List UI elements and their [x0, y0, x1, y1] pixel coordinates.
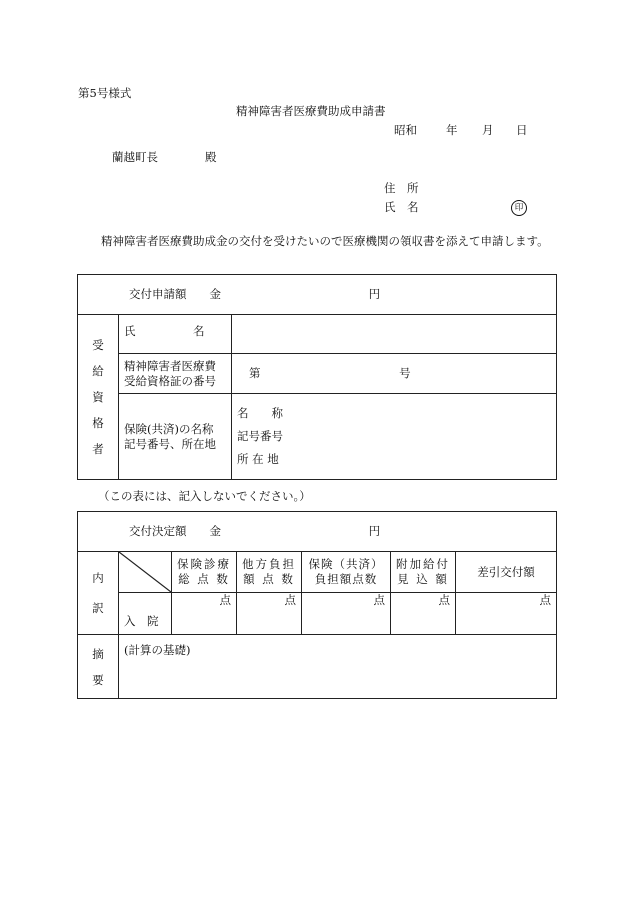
form-title: 精神障害者医療費助成申請書 — [236, 104, 386, 118]
breakdown-char: 内 — [92, 571, 104, 585]
point-unit: 点 — [284, 593, 296, 607]
insurance-number-label: 記号番号 — [237, 429, 283, 443]
breakdown-char: 訳 — [92, 601, 104, 615]
insurance-location-label: 所 在 地 — [237, 452, 279, 466]
addressee-name: 蘭越町長 — [112, 150, 158, 164]
form-number: 第5号様式 — [78, 86, 132, 100]
date-year: 年 — [446, 123, 458, 137]
inpatient-additional-benefit[interactable] — [391, 593, 456, 635]
inpatient-net-amount[interactable] — [456, 593, 557, 635]
recipient-char: 資 — [92, 390, 104, 404]
col-header-insurance-points — [172, 552, 237, 593]
col-header-additional-benefit — [391, 552, 456, 593]
header-line: 他方負担 — [242, 557, 296, 571]
breakdown-label — [78, 552, 119, 635]
inpatient-insurance-burden[interactable] — [302, 593, 391, 635]
insurance-field[interactable] — [232, 394, 557, 480]
date-month: 月 — [482, 123, 494, 137]
decision-amount-row — [78, 512, 557, 552]
decision-amount-label: 交付決定額 金 — [129, 524, 221, 538]
col-header-other-burden — [237, 552, 302, 593]
point-unit: 点 — [219, 593, 231, 607]
certificate-prefix: 第 — [249, 366, 261, 380]
header-line: 額 点 数 — [243, 572, 295, 586]
address-label: 住 所 — [384, 181, 419, 195]
decision-amount-unit: 円 — [368, 524, 381, 538]
header-line: 保険診療 — [177, 557, 231, 571]
header-line: 負担額点数 — [314, 572, 378, 586]
certificate-number-label — [119, 354, 232, 394]
date-era: 昭和 — [394, 123, 417, 137]
point-unit: 点 — [438, 593, 450, 607]
recipient-char: 給 — [92, 364, 104, 378]
recipient-name-field[interactable] — [232, 315, 557, 354]
date-day: 日 — [516, 123, 528, 137]
recipient-char: 受 — [92, 338, 104, 352]
summary-field[interactable] — [119, 635, 557, 699]
certificate-label-line: 受給資格証の番号 — [124, 373, 216, 388]
point-unit: 点 — [539, 593, 552, 607]
col-header-net-amount — [456, 552, 557, 593]
recipient-name-label: 氏 名 — [119, 315, 232, 354]
header-line: 見 込 額 — [397, 572, 449, 586]
summary-char: 摘 — [92, 646, 104, 661]
summary-label — [78, 635, 119, 699]
recipient-char: 格 — [92, 416, 104, 430]
header-line: 総 点 数 — [178, 572, 230, 586]
header-line: 保険（共済） — [308, 557, 384, 571]
inpatient-other-burden[interactable] — [237, 593, 302, 635]
insurance-name-label: 名 称 — [237, 406, 283, 420]
application-table — [77, 274, 557, 480]
application-amount-row — [78, 275, 557, 315]
certificate-number-field[interactable] — [232, 354, 557, 394]
col-header-insurance-burden — [302, 552, 391, 593]
header-line: 差引交付額 — [477, 564, 535, 579]
addressee-honorific: 殿 — [205, 150, 217, 164]
diagonal-line — [119, 552, 171, 592]
diagonal-header-cell — [119, 552, 172, 593]
certificate-suffix: 号 — [399, 366, 411, 380]
decision-table — [77, 511, 557, 699]
applicant-name-label: 氏 名 — [384, 200, 419, 214]
application-amount-unit: 円 — [368, 287, 381, 301]
seal-mark — [511, 199, 527, 216]
application-amount-label: 交付申請額 金 — [129, 287, 221, 301]
certificate-label-line: 精神障害者医療費 — [124, 358, 216, 373]
inpatient-label: 入 院 — [119, 593, 172, 635]
recipient-section-label — [78, 315, 119, 480]
header-line: 附加給付 — [396, 557, 450, 571]
insurance-label-line: 保険(共済)の名称 — [124, 421, 214, 436]
office-use-note: （この表には、記入しないでください。） — [98, 489, 311, 503]
summary-note: (計算の基礎) — [124, 643, 191, 657]
insurance-label-line: 記号番号、所在地 — [124, 436, 216, 451]
summary-char: 要 — [92, 672, 104, 687]
seal-icon: 印 — [511, 200, 527, 216]
application-statement: 精神障害者医療費助成金の交付を受けたいので医療機関の領収書を添えて申請します。 — [101, 234, 549, 248]
recipient-char: 者 — [92, 442, 104, 456]
inpatient-insurance-points[interactable] — [172, 593, 237, 635]
point-unit: 点 — [373, 593, 385, 607]
insurance-label — [119, 394, 232, 480]
